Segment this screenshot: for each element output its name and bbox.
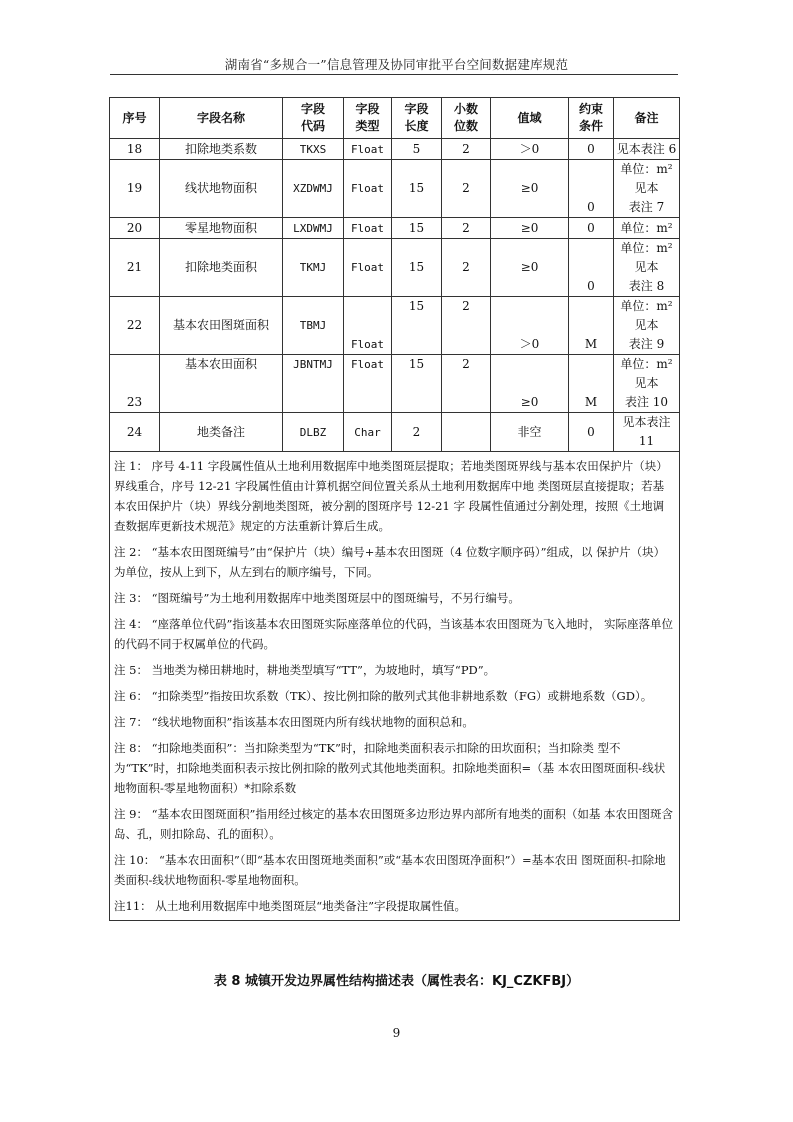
cell-decimals: 2: [442, 355, 491, 413]
cell-no: 21: [110, 239, 160, 297]
cell-constraint: 0: [569, 218, 614, 239]
cell-code: JBNTMJ: [283, 355, 344, 413]
cell-name: 扣除地类系数: [160, 139, 283, 160]
header-cell: 字段 代码: [283, 98, 344, 139]
cell-type: Float: [344, 160, 392, 218]
note-11: 注11： 从土地利用数据库中地类图斑层“地类备注”字段提取属性值。: [114, 899, 467, 913]
cell-code: TBMJ: [283, 297, 344, 355]
cell-constraint: 0: [569, 413, 614, 452]
table-row: [110, 413, 680, 452]
page-header: 湖南省“多规合一”信息管理及协同审批平台空间数据建库规范: [224, 57, 569, 72]
header-cell: 小数 位数: [442, 98, 491, 139]
cell-code: DLBZ: [283, 413, 344, 452]
cell-remark: 单位：m²: [614, 218, 680, 239]
cell-remark: 单位：m² 见本 表注 10: [614, 355, 680, 413]
cell-range: ≥0: [491, 239, 569, 297]
header-cell: 字段 长度: [392, 98, 442, 139]
cell-no: 20: [110, 218, 160, 239]
cell-name: 扣除地类面积: [160, 239, 283, 297]
cell-length: 15: [392, 297, 442, 355]
cell-type: Float: [344, 139, 392, 160]
page-number: 9: [392, 1026, 401, 1040]
cell-constraint: M: [569, 297, 614, 355]
cell-constraint: 0: [569, 139, 614, 160]
note-2: 注 2： “基本农田图斑编号”由“保护片（块）编号+基本农田图斑（4 位数字顺序码）”组成，以 保护片（块）为单位，按从上到下，从左到右的顺序编号，下同。: [114, 545, 666, 579]
cell-no: 18: [110, 139, 160, 160]
cell-range: 非空: [491, 413, 569, 452]
note-1: 注 1： 序号 4-11 字段属性值从土地利用数据库中地类图斑层提取；若地类图斑界线与基本农田保护片（块）界线重合，序号 12-21 字段属性值由计算机据空间位置关系从土地利用数据库中地 类图斑层直接提取；若基本农田保护片（块）界线分割地类图斑，被分割的图斑序号 12-21 字 段属性值通过分割处理，按照《土地调查数据库更新技术规范》规定的方法重新计算后生成。: [114, 459, 668, 533]
cell-length: 15: [392, 355, 442, 413]
cell-length: 5: [392, 139, 442, 160]
table-row: [110, 355, 680, 413]
cell-range: ≥0: [491, 218, 569, 239]
header-rule: [110, 74, 678, 75]
note-7: 注 7： “线状地物面积”指该基本农田图斑内所有线状地物的面积总和。: [114, 715, 474, 729]
header-cell: 约束 条件: [569, 98, 614, 139]
cell-name: 基本农田图斑面积: [160, 297, 283, 355]
cell-length: 15: [392, 239, 442, 297]
header-cell: 字段名称: [160, 98, 283, 139]
cell-remark: 单位：m² 见本 表注 9: [614, 297, 680, 355]
cell-constraint: M: [569, 355, 614, 413]
table-header-row: [110, 98, 680, 139]
cell-remark: 单位：m² 见本 表注 8: [614, 239, 680, 297]
cell-range: ≥0: [491, 355, 569, 413]
cell-code: XZDWMJ: [283, 160, 344, 218]
note-5: 注 5： 当地类为梯田耕地时，耕地类型填写“TT”，为坡地时，填写“PD”。: [114, 663, 496, 677]
table-row: [110, 139, 680, 160]
note-10: 注 10： “基本农田面积”（即“基本农田图斑地类面积”或“基本农田图斑净面积”）=基本农田 图斑面积-扣除地类面积-线状地物面积-零星地物面积。: [114, 853, 666, 887]
cell-name: 零星地物面积: [160, 218, 283, 239]
cell-code: TKXS: [283, 139, 344, 160]
table-row: [110, 239, 680, 297]
cell-constraint: 0: [569, 239, 614, 297]
cell-type: Float: [344, 297, 392, 355]
notes-cell: [110, 452, 680, 921]
attribute-table: [109, 97, 680, 921]
notes-row: [110, 452, 680, 921]
header-cell: 字段 类型: [344, 98, 392, 139]
table-row: [110, 218, 680, 239]
cell-decimals: [442, 413, 491, 452]
table-caption: 表 8 城镇开发边界属性结构描述表（属性表名：KJ_CZKFBJ）: [213, 974, 580, 989]
header-cell: 序号: [110, 98, 160, 139]
cell-name: 基本农田面积: [160, 355, 283, 413]
cell-type: Float: [344, 239, 392, 297]
cell-remark: 见本表注 6: [614, 139, 680, 160]
cell-no: 24: [110, 413, 160, 452]
header-cell: 值域: [491, 98, 569, 139]
cell-no: 19: [110, 160, 160, 218]
cell-remark: 见本表注 11: [614, 413, 680, 452]
cell-decimals: 2: [442, 218, 491, 239]
note-3: 注 3： “图斑编号”为土地利用数据库中地类图斑层中的图斑编号，不另行编号。: [114, 591, 520, 605]
cell-code: TKMJ: [283, 239, 344, 297]
cell-type: Float: [344, 218, 392, 239]
cell-decimals: 2: [442, 297, 491, 355]
cell-remark: 单位：m² 见本 表注 7: [614, 160, 680, 218]
note-6: 注 6： “扣除类型”指按田坎系数（TK）、按比例扣除的散列式其他非耕地系数（FG）或耕地系数（GD）。: [114, 689, 653, 703]
cell-length: 15: [392, 218, 442, 239]
cell-range: ＞0: [491, 139, 569, 160]
cell-type: Char: [344, 413, 392, 452]
cell-code: LXDWMJ: [283, 218, 344, 239]
header-cell: 备注: [614, 98, 680, 139]
note-8: 注 8： “扣除地类面积”：当扣除类型为“TK”时，扣除地类面积表示扣除的田坎面积；当扣除类 型不为“TK”时，扣除地类面积表示按比例扣除的散列式其他地类面积。扣除地类面积=（基 本农田图斑面积-线状地物面积-零星地物面积）*扣除系数: [114, 741, 666, 795]
note-9: 注 9： “基本农田图斑面积”指用经过核定的基本农田图斑多边形边界内部所有地类的面积（如基 本农田图斑含岛、孔，则扣除岛、孔的面积）。: [114, 807, 674, 841]
cell-decimals: 2: [442, 139, 491, 160]
cell-no: 22: [110, 297, 160, 355]
cell-decimals: 2: [442, 160, 491, 218]
note-4: 注 4： “座落单位代码”指该基本农田图斑实际座落单位的代码，当该基本农田图斑为飞入地时， 实际座落单位的代码不同于权属单位的代码。: [114, 617, 674, 651]
cell-length: 15: [392, 160, 442, 218]
table-row: [110, 297, 680, 355]
cell-range: ＞0: [491, 297, 569, 355]
cell-length: 2: [392, 413, 442, 452]
cell-name: 地类备注: [160, 413, 283, 452]
cell-decimals: 2: [442, 239, 491, 297]
table-row: [110, 160, 680, 218]
cell-no: 23: [110, 355, 160, 413]
cell-type: Float: [344, 355, 392, 413]
cell-constraint: 0: [569, 160, 614, 218]
cell-name: 线状地物面积: [160, 160, 283, 218]
cell-range: ≥0: [491, 160, 569, 218]
